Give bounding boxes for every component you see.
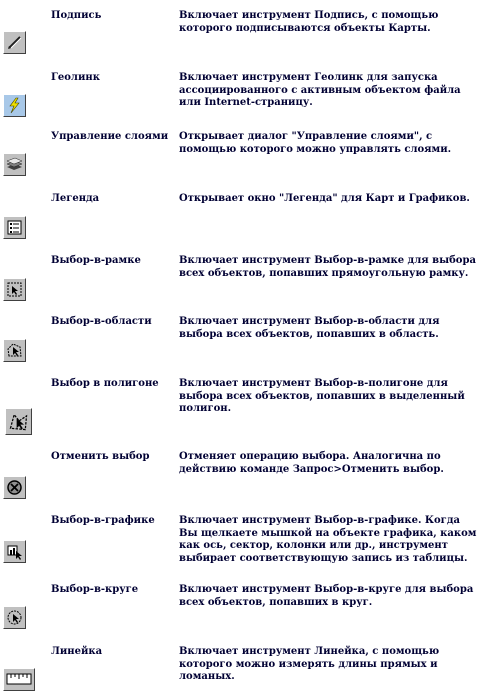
legend-icon	[3, 216, 26, 239]
graph-select-icon	[3, 540, 26, 563]
polygon-select-icon	[5, 408, 32, 435]
tool-description: Включает инструмент Подпись, с помощью которого подписываются объекты Карты.	[179, 10, 439, 34]
layer-control-icon	[3, 153, 26, 176]
tool-description: Включает инструмент Выбор-в-полигоне для выбора всех объектов, попавших в выделенный полигон.	[179, 378, 465, 414]
hotlink-lightning-icon	[3, 94, 26, 117]
tool-name: Выбор-в-рамке	[51, 255, 141, 266]
marquee-select-icon	[3, 278, 26, 301]
tool-name: Отменить выбор	[51, 451, 150, 462]
tool-description: Включает инструмент Выбор-в-круге для выбора всех объектов, попавших в круг.	[179, 584, 474, 608]
tool-name: Выбор-в-круге	[51, 584, 139, 595]
tool-description: Включает инструмент Выбор-в-графике. Когда Вы щелкаете мышкой на объекте графика, каком как ось, сектор, колонки или др., инструмент выбирает соответствующую запись из таблицы.	[179, 515, 477, 564]
radius-select-icon	[3, 606, 26, 629]
tool-description: Открывает окно "Легенда" для Карт и Графиков.	[179, 193, 470, 204]
tool-name: Выбор в полигоне	[51, 378, 159, 389]
tool-name: Выбор-в-области	[51, 316, 152, 327]
tool-description: Открывает диалог "Управление слоями", с помощью которого можно управлять слоями.	[179, 131, 452, 155]
tool-name: Выбор-в-графике	[51, 515, 155, 526]
label-pencil-icon	[3, 31, 26, 54]
tool-description: Отменяет операцию выбора. Аналогична по действию команде Запрос>Отменить выбор.	[179, 451, 444, 475]
tool-name: Линейка	[51, 646, 103, 657]
tool-name: Легенда	[51, 193, 100, 204]
tool-name: Геолинк	[51, 72, 100, 83]
unselect-all-icon	[3, 476, 26, 499]
ruler-icon	[3, 668, 35, 691]
tool-name: Управление слоями	[51, 131, 169, 142]
tool-name: Подпись	[51, 10, 102, 21]
tool-description: Включает инструмент Геолинк для запуска ассоциированного с активным объектом файла или Internet-страницу.	[179, 72, 461, 108]
tool-description: Включает инструмент Выбор-в-области для выбора всех объектов, попавших в область.	[179, 316, 440, 340]
tool-description: Включает инструмент Выбор-в-рамке для выбора всех объектов, попавших прямоугольную рамку.	[179, 255, 476, 279]
boundary-select-icon	[3, 339, 26, 362]
tool-description: Включает инструмент Линейка, с помощью которого можно измерять длины прямых и ломаных.	[179, 646, 440, 682]
